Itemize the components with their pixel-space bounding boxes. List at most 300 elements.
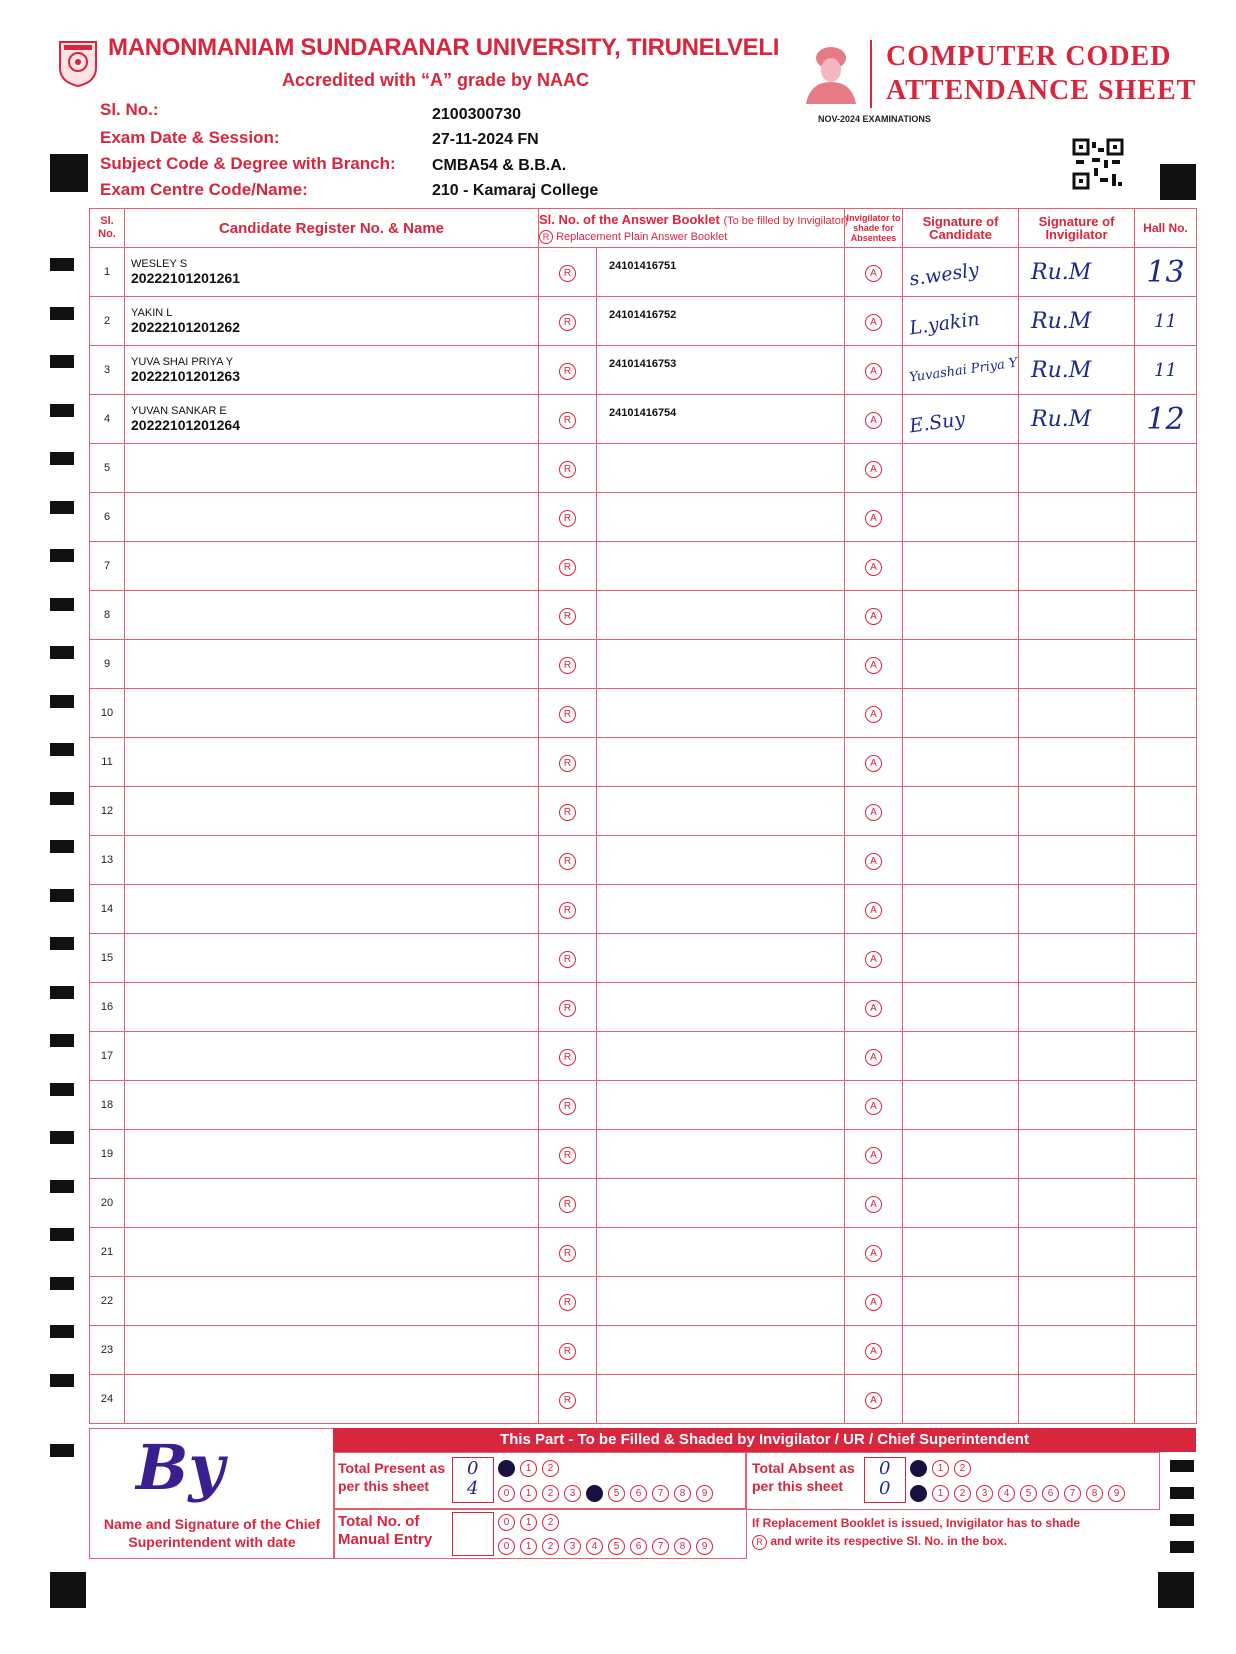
timing-mark [1170,1541,1194,1553]
digit-bubble[interactable]: 4 [586,1538,603,1555]
digit-bubble[interactable]: 2 [542,1514,559,1531]
row-sl: 6 [90,493,125,542]
candidate-signature-cell [903,836,1019,885]
replacement-bubble[interactable]: R [559,902,576,919]
candidate-cell [125,738,539,787]
absent-bubble[interactable]: A [865,902,882,919]
invigilator-signature-cell [1019,444,1135,493]
candidate-name: YUVA SHAI PRIYA Y [131,356,234,368]
digit-bubble[interactable]: 0 [498,1485,515,1502]
replacement-bubble[interactable]: R [559,363,576,380]
candidate-signature-cell [903,493,1019,542]
absent-bubble[interactable]: A [865,265,882,282]
invigilator-signature-cell [1019,1277,1135,1326]
replacement-note-line1: If Replacement Booklet is issued, Invigilator has to shade [752,1516,1081,1530]
digit-bubble[interactable]: 1 [932,1460,949,1477]
title-line-1: COMPUTER CODED [886,41,1172,72]
digit-bubble[interactable]: 9 [1108,1485,1125,1502]
booklet-cell [597,1277,845,1326]
absent-bubble[interactable]: A [865,1000,882,1017]
replacement-bubble[interactable]: R [559,265,576,282]
manual-digit-box [452,1512,494,1556]
invigilator-signature-cell [1019,591,1135,640]
accreditation-text: Accredited with “A” grade by NAAC [282,70,590,90]
timing-mark [1170,1487,1194,1499]
table-row [90,1228,1197,1277]
timing-mark [50,501,74,514]
digit-bubble[interactable]: 7 [652,1538,669,1555]
attendance-table [89,208,1197,1424]
hall-cell [1135,640,1197,689]
hall-cell [1135,689,1197,738]
university-emblem-icon [56,38,100,88]
replacement-note [752,1514,1152,1550]
replacement-cell [539,591,597,640]
absent-bubble[interactable]: A [865,1343,882,1360]
booklet-cell [597,444,845,493]
timing-mark [50,695,74,708]
invigilator-signature-cell [1019,1081,1135,1130]
candidate-cell [125,297,539,346]
candidate-cell [125,591,539,640]
replacement-bubble-icon: R [539,230,553,244]
digit-bubble[interactable]: 6 [630,1485,647,1502]
digit-bubble[interactable]: 7 [1064,1485,1081,1502]
booklet-cell [597,1326,845,1375]
candidate-signature-cell [903,1179,1019,1228]
candidate-signature-cell [903,1081,1019,1130]
row-sl: 12 [90,787,125,836]
absent-bubble[interactable]: A [865,706,882,723]
absent-cell [845,738,903,787]
timing-mark [50,1374,74,1387]
row-sl: 5 [90,444,125,493]
timing-mark [50,1083,74,1096]
replacement-note-line2-row [752,1532,1152,1550]
manual-entry-box [333,1508,747,1559]
replacement-bubble[interactable]: R [559,510,576,527]
digit-bubble[interactable]: 0 [910,1485,927,1502]
replacement-bubble[interactable]: R [559,314,576,331]
digit-bubble[interactable]: 0 [498,1460,515,1477]
invigilator-signature-cell [1019,1179,1135,1228]
timing-mark [50,986,74,999]
hall-cell [1135,1228,1197,1277]
absent-cell [845,297,903,346]
absent-bubble[interactable]: A [865,314,882,331]
candidate-signature-cell [903,934,1019,983]
absent-bubble[interactable]: A [865,1196,882,1213]
replacement-bubble[interactable]: R [559,951,576,968]
row-sl: 17 [90,1032,125,1081]
booklet-cell [597,885,845,934]
candidate-cell [125,1081,539,1130]
hall-cell [1135,346,1197,395]
absent-bubble[interactable]: A [865,510,882,527]
digit-bubble[interactable]: 1 [520,1514,537,1531]
replacement-cell [539,934,597,983]
candidate-signature-cell [903,248,1019,297]
candidate-signature-cell [903,1277,1019,1326]
replacement-bubble[interactable]: R [559,1343,576,1360]
absent-bubble[interactable]: A [865,1392,882,1409]
table-row [90,346,1197,395]
booklet-number: 24101416752 [609,309,677,321]
hall-cell [1135,738,1197,787]
table-row [90,885,1197,934]
digit-bubble[interactable]: 2 [542,1460,559,1477]
candidate-cell [125,983,539,1032]
absent-bubble[interactable]: A [865,804,882,821]
exam-tag: NOV-2024 EXAMINATIONS [818,114,931,124]
meta-label-centre: Exam Centre Code/Name: [100,180,308,199]
table-row [90,1130,1197,1179]
invigilator-signature-cell [1019,885,1135,934]
replacement-bubble[interactable]: R [559,559,576,576]
table-row [90,934,1197,983]
absent-cell [845,983,903,1032]
hall-cell [1135,1277,1197,1326]
candidate-cell [125,444,539,493]
candidate-register-no: 20222101201262 [131,319,241,335]
digit-bubble[interactable]: 0 [498,1538,515,1555]
digit-bubble[interactable]: 8 [674,1485,691,1502]
invigilator-signature-cell [1019,738,1135,787]
digit-bubble[interactable]: 5 [608,1538,625,1555]
row-sl: 23 [90,1326,125,1375]
absent-cell [845,1326,903,1375]
booklet-cell [597,346,845,395]
booklet-cell [597,591,845,640]
replacement-cell [539,738,597,787]
row-sl: 19 [90,1130,125,1179]
digit-bubble[interactable]: 6 [1042,1485,1059,1502]
digit-bubble[interactable]: 0 [498,1514,515,1531]
replacement-cell [539,836,597,885]
total-present-label: Total Present as per this sheet [338,1460,446,1494]
absent-cell [845,1179,903,1228]
row-sl: 16 [90,983,125,1032]
absent-bubble[interactable]: A [865,363,882,380]
digit-bubble[interactable]: 3 [564,1485,581,1502]
present-digit-box [452,1457,494,1503]
header-booklet [539,209,849,248]
booklet-cell [597,983,845,1032]
absent-cell [845,934,903,983]
table-row [90,591,1197,640]
digit-bubble[interactable]: 1 [520,1538,537,1555]
timing-mark [1160,164,1196,200]
timing-mark [50,404,74,417]
replacement-cell [539,1032,597,1081]
absent-digit-box [864,1457,906,1503]
digit-bubble[interactable]: 2 [954,1485,971,1502]
replacement-bubble[interactable]: R [559,1098,576,1115]
absent-cell [845,444,903,493]
footer-banner: This Part - To be Filled & Shaded by Invigilator / UR / Chief Superintendent [333,1428,1196,1452]
hall-cell [1135,1375,1197,1424]
invigilator-signature: Ru.M [1031,357,1092,383]
absent-units-digit: 0 [879,1478,891,1499]
candidate-signature-cell [903,1375,1019,1424]
replacement-bubble[interactable]: R [559,1245,576,1262]
timing-mark [1158,1572,1194,1608]
absent-bubble[interactable]: A [865,1245,882,1262]
timing-mark [50,840,74,853]
replacement-cell [539,1081,597,1130]
booklet-cell [597,1130,845,1179]
absent-bubble[interactable]: A [865,412,882,429]
candidate-signature-cell [903,689,1019,738]
invigilator-signature-cell [1019,346,1135,395]
absent-bubble[interactable]: A [865,951,882,968]
replacement-cell [539,346,597,395]
candidate-signature-cell [903,395,1019,444]
hall-cell [1135,395,1197,444]
row-sl: 9 [90,640,125,689]
replacement-cell [539,1179,597,1228]
replacement-bubble[interactable]: R [559,1049,576,1066]
absent-cell [845,836,903,885]
candidate-cell [125,836,539,885]
table-row [90,493,1197,542]
row-sl: 22 [90,1277,125,1326]
digit-bubble[interactable]: 5 [608,1485,625,1502]
digit-bubble[interactable]: 3 [564,1538,581,1555]
table-row [90,689,1197,738]
invigilator-signature-cell [1019,542,1135,591]
absent-bubble[interactable]: A [865,853,882,870]
replacement-cell [539,1228,597,1277]
timing-mark [50,646,74,659]
candidate-cell [125,493,539,542]
timing-mark [50,743,74,756]
booklet-cell [597,689,845,738]
candidate-signature-cell [903,542,1019,591]
absent-bubble[interactable]: A [865,608,882,625]
candidate-cell [125,1228,539,1277]
timing-mark [50,549,74,562]
row-sl: 21 [90,1228,125,1277]
row-sl: 4 [90,395,125,444]
invigilator-signature-cell [1019,1130,1135,1179]
invigilator-signature-cell [1019,248,1135,297]
timing-mark [50,1131,74,1144]
digit-bubble[interactable]: 9 [696,1538,713,1555]
table-row [90,1179,1197,1228]
absent-cell [845,248,903,297]
replacement-cell [539,689,597,738]
replacement-cell [539,297,597,346]
digit-bubble[interactable]: 0 [910,1460,927,1477]
invigilator-signature: Ru.M [1031,259,1092,285]
candidate-cell [125,542,539,591]
digit-bubble[interactable]: 1 [520,1485,537,1502]
replacement-cell [539,787,597,836]
digit-bubble[interactable]: 9 [696,1485,713,1502]
table-row [90,1081,1197,1130]
replacement-bubble[interactable]: R [559,706,576,723]
candidate-signature: E.Suy [907,407,967,438]
table-row [90,248,1197,297]
manual-units-bubbles [498,1536,718,1555]
header-booklet-note: (To be filled by Invigilator) [723,214,849,227]
absent-cell [845,640,903,689]
timing-mark [50,452,74,465]
replacement-bubble[interactable]: R [559,1196,576,1213]
candidate-signature-cell [903,444,1019,493]
present-tens-bubbles [498,1458,564,1477]
manual-entry-label: Total No. of Manual Entry [338,1513,433,1548]
timing-mark [50,1034,74,1047]
digit-bubble[interactable]: 5 [1020,1485,1037,1502]
digit-bubble[interactable]: 1 [520,1460,537,1477]
row-sl: 1 [90,248,125,297]
replacement-cell [539,640,597,689]
invigilator-signature-cell [1019,787,1135,836]
table-row [90,1032,1197,1081]
booklet-number: 24101416754 [609,407,677,419]
replacement-bubble[interactable]: R [559,608,576,625]
timing-mark [50,258,74,271]
digit-bubble[interactable]: 2 [954,1460,971,1477]
digit-bubble[interactable]: 6 [630,1538,647,1555]
hall-cell [1135,493,1197,542]
title-line-2: ATTENDANCE SHEET [886,75,1197,106]
invigilator-signature-cell [1019,934,1135,983]
replacement-bubble[interactable]: R [559,412,576,429]
invigilator-signature-cell [1019,836,1135,885]
candidate-cell [125,885,539,934]
meta-label-subject: Subject Code & Degree with Branch: [100,154,396,173]
replacement-bubble[interactable]: R [559,1392,576,1409]
timing-mark [50,792,74,805]
booklet-cell [597,1179,845,1228]
candidate-cell [125,248,539,297]
table-row [90,983,1197,1032]
booklet-cell [597,248,845,297]
invigilator-signature: Ru.M [1031,308,1092,334]
booklet-cell [597,542,845,591]
timing-mark [50,937,74,950]
replacement-cell [539,1326,597,1375]
invigilator-signature-cell [1019,640,1135,689]
timing-mark [50,1228,74,1241]
digit-bubble[interactable]: 2 [542,1485,559,1502]
absent-bubble[interactable]: A [865,755,882,772]
replacement-bubble[interactable]: R [559,1294,576,1311]
replacement-cell [539,395,597,444]
booklet-cell [597,1228,845,1277]
digit-bubble[interactable]: 4 [586,1485,603,1502]
invigilator-signature-cell [1019,493,1135,542]
candidate-register-no: 20222101201264 [131,417,241,433]
digit-bubble[interactable]: 3 [976,1485,993,1502]
table-row [90,395,1197,444]
absent-bubble[interactable]: A [865,559,882,576]
present-units-digit: 4 [467,1478,479,1499]
absent-bubble[interactable]: A [865,1147,882,1164]
candidate-signature-cell [903,591,1019,640]
absent-cell [845,787,903,836]
hall-number: 11 [1154,359,1177,381]
meta-value-centre: 210 - Kamaraj College [432,182,599,199]
candidate-cell [125,1375,539,1424]
digit-bubble[interactable]: 1 [932,1485,949,1502]
present-units-bubbles [498,1483,718,1502]
candidate-signature-cell [903,1228,1019,1277]
replacement-bubble[interactable]: R [559,1147,576,1164]
replacement-bubble[interactable]: R [559,804,576,821]
replacement-bubble[interactable]: R [559,461,576,478]
absent-bubble[interactable]: A [865,461,882,478]
table-row [90,1277,1197,1326]
digit-bubble[interactable]: 2 [542,1538,559,1555]
row-sl: 15 [90,934,125,983]
candidate-signature-cell [903,1326,1019,1375]
hall-cell [1135,885,1197,934]
digit-bubble[interactable]: 4 [998,1485,1015,1502]
absent-bubble[interactable]: A [865,1098,882,1115]
candidate-signature-cell [903,1130,1019,1179]
hall-cell [1135,836,1197,885]
absent-cell [845,395,903,444]
table-row [90,444,1197,493]
replacement-bubble[interactable]: R [559,657,576,674]
header-sl: Sl. No. [90,209,125,248]
absent-bubble[interactable]: A [865,1294,882,1311]
replacement-bubble[interactable]: R [559,755,576,772]
booklet-number: 24101416753 [609,358,677,370]
invigilator-signature-cell [1019,1375,1135,1424]
candidate-cell [125,1179,539,1228]
replacement-bubble[interactable]: R [559,853,576,870]
booklet-cell [597,836,845,885]
timing-mark [1170,1514,1194,1526]
founder-portrait-icon [800,40,862,104]
booklet-cell [597,1081,845,1130]
header-sig-candidate: Signature of Candidate [903,209,1019,248]
candidate-name: YUVAN SANKAR E [131,405,227,417]
candidate-signature-cell [903,346,1019,395]
hall-cell [1135,1179,1197,1228]
absent-cell [845,1228,903,1277]
replacement-cell [539,983,597,1032]
absent-tens-bubbles [910,1458,976,1477]
invigilator-signature-cell [1019,1326,1135,1375]
digit-bubble[interactable]: 8 [1086,1485,1103,1502]
timing-mark [1170,1460,1194,1472]
booklet-cell [597,787,845,836]
invigilator-signature: Ru.M [1031,406,1092,432]
replacement-bubble[interactable]: R [559,1000,576,1017]
absent-cell [845,885,903,934]
candidate-signature: s.wesly [907,258,981,291]
candidate-signature: Yuvashai Priya Y [908,354,1019,386]
digit-bubble[interactable]: 7 [652,1485,669,1502]
digit-bubble[interactable]: 8 [674,1538,691,1555]
absent-bubble[interactable]: A [865,1049,882,1066]
candidate-signature-cell [903,983,1019,1032]
absent-cell [845,689,903,738]
hall-number: 12 [1146,401,1185,437]
timing-mark [50,889,74,902]
booklet-cell [597,297,845,346]
hall-number: 11 [1154,310,1177,332]
absent-bubble[interactable]: A [865,657,882,674]
absent-cell [845,1081,903,1130]
meta-label-date: Exam Date & Session: [100,128,280,147]
